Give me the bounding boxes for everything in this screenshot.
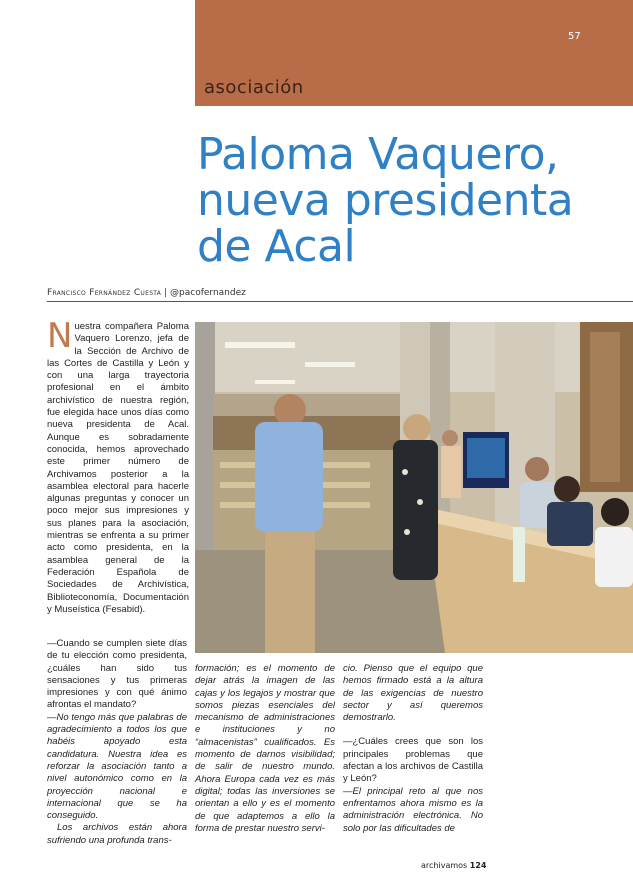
footer-magazine: archivamos (421, 861, 468, 870)
question-2: —¿Cuáles crees que son los principales problemas que afectan a los archivos de Castilla y León? (343, 736, 483, 785)
byline-separator: | (164, 288, 168, 298)
intro-text: uestra compañera Paloma Vaquero Lorenzo, jefa de la Sección de Archivo de las Cortes de Castilla y León y con una larga trayectoria profesional en el ámbito archivístico de nuestra región, fue elegida hace unos días como nueva presidenta de Acal. Aunque es sobradamente conocida, hemos aprovechado este primer número de Archivamos posterior a la asamblea electoral para hacerle algunas preguntas y conocer un poco mejor sus impresiones y sus planes para la asociación, mientras se enfrenta a su primer acto como presidenta, en la asamblea general de la Federación Española de Sociedades de Archivística, Biblioteconomía, Documentación y Museística (Fesabid). (47, 321, 189, 615)
answer-1-continued: Los archivos están ahora sufriendo una profunda trans- (47, 822, 187, 846)
column-1 (47, 638, 187, 847)
section-label: asociación (204, 77, 304, 98)
question-1: —Cuando se cumplen siete días de tu elección como presidenta, ¿cuáles han sido tus sensaciones y tus primeras impresiones y con qué ánimo afrontas el mandato? (47, 638, 187, 711)
answer-2: —El principal reto al que nos enfrentamos ahora mismo es la administración electrónica. No solo por las dificultades de (343, 785, 483, 834)
byline-handle: @pacofernandez (170, 288, 246, 298)
answer-1: —No tengo más que palabras de agradecimiento a todos los que habéis apoyado esta candidatura. Nuestra idea es reforzar la asociación tanto a nivel autonómico como en la proyección nacional e internacional que se ha conseguido. (47, 711, 187, 822)
answer-1-column-3: cio. Pienso que el equipo que hemos firmado está a la altura de las exigencias de nuestro sector y así queremos demostrarlo. (343, 663, 483, 724)
column-3 (343, 663, 483, 835)
page-number: 57 (568, 31, 581, 42)
byline-author: Francisco Fernández Cuesta (47, 288, 162, 298)
article-photo (195, 322, 633, 653)
byline (47, 288, 246, 298)
photo-illustration (195, 322, 633, 653)
footer-issue: 124 (469, 861, 487, 870)
byline-rule (47, 301, 633, 302)
answer-1-column-2: formación; es el momento de dejar atrás la imagen de las cajas y los legajos y mostrar que somos piezas esenciales del mecanismo de administraciones e instituciones y no “almacenistas” cualificados. Es momento de darnos visibilidad; de salir de nuestro mundo. Ahora Europa cada vez es más digital; todas las inversiones se orientan a ello y es el momento de que adaptemos a ello la forma de prestar nuestro servi- (195, 663, 335, 834)
column-2 (195, 663, 335, 835)
dropcap: N (47, 316, 73, 356)
intro-paragraph (47, 316, 189, 616)
article-title: Paloma Vaquero, nueva presidenta de Acal (197, 129, 574, 272)
footer (421, 861, 486, 870)
